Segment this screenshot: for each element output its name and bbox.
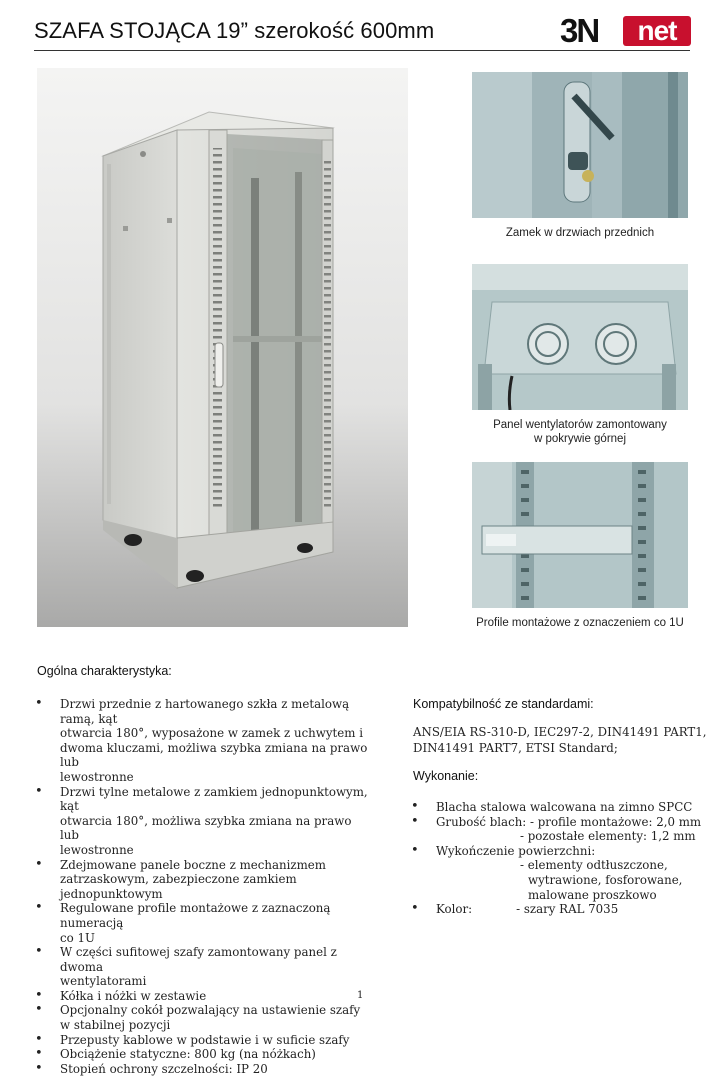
- profile-photo: [472, 462, 688, 608]
- profile-caption: Profile montażowe z oznaczeniem co 1U: [476, 617, 684, 629]
- compat-heading: Kompatybilność ze standardami:: [413, 697, 594, 711]
- list-item: • Wykończenie powierzchni: - elementy odtłuszczone, wytrawione, fosforowane, malowane proszkowo: [409, 844, 709, 902]
- list-item: • Przepusty kablowe w podstawie i w suficie szafy: [33, 1033, 373, 1048]
- list-item: • Regulowane profile montażowe z zaznaczoną numeracją co 1U: [33, 901, 373, 945]
- lock-photo: [472, 72, 688, 218]
- fan-panel-caption-line1: Panel wentylatorów zamontowany: [493, 419, 667, 431]
- list-item: • Grubość blach: - profile montażowe: 2,0 mm - pozostałe elementy: 1,2 mm: [409, 815, 709, 844]
- lock-caption: Zamek w drzwiach przednich: [505, 227, 655, 239]
- page-title: SZAFA STOJĄCA 19” szerokość 600mm: [34, 18, 435, 43]
- fan-panel-caption-line2: w pokrywie górnej: [533, 433, 627, 445]
- page-number: 1: [357, 990, 364, 1001]
- list-item: • Drzwi przednie z hartowanego szkła z metalową ramą, kąt otwarcia 180°, wyposażone w zamek z uchwytem i dwoma kluczami, możliwa szybka zmiana na prawo lub lewostronne: [33, 697, 373, 785]
- fan-panel-photo: [472, 264, 688, 410]
- cabinet-photo: [37, 68, 408, 627]
- logo-text-3n: 3N: [560, 12, 599, 49]
- list-item: • Kolor: - szary RAL 7035: [409, 902, 709, 917]
- list-item: • W części sufitowej szafy zamontowany panel z dwoma wentylatorami: [33, 945, 373, 989]
- list-item: • Obciążenie statyczne: 800 kg (na nóżkach): [33, 1047, 373, 1062]
- header-rule: [34, 50, 690, 51]
- list-item: • Stopień ochrony szczelności: IP 20: [33, 1062, 373, 1076]
- general-heading: Ogólna charakterystyka:: [37, 664, 172, 678]
- brand-logo: [560, 13, 692, 49]
- compat-line1: ANS/EIA RS-310-D, IEC297-2, DIN41491 PART1,: [413, 725, 707, 739]
- execution-heading: Wykonanie:: [413, 769, 479, 783]
- general-list: [33, 697, 373, 1076]
- list-item: • Blacha stalowa walcowana na zimno SPCC: [409, 800, 709, 815]
- list-item: • Opcjonalny cokół pozwalający na ustawienie szafy w stabilnej pozycji: [33, 1003, 373, 1032]
- compat-line2: DIN41491 PART7, ETSI Standard;: [413, 741, 618, 755]
- list-item: • Kółka i nóżki w zestawie: [33, 989, 373, 1004]
- logo-text-net: net: [623, 16, 691, 46]
- list-item: • Zdejmowane panele boczne z mechanizmem zatrzaskowym, zabezpieczone zamkiem jednopunktowym: [33, 858, 373, 902]
- list-item: • Drzwi tylne metalowe z zamkiem jednopunktowym, kąt otwarcia 180°, możliwa szybka zmiana na prawo lub lewostronne: [33, 785, 373, 858]
- execution-list: [409, 800, 709, 917]
